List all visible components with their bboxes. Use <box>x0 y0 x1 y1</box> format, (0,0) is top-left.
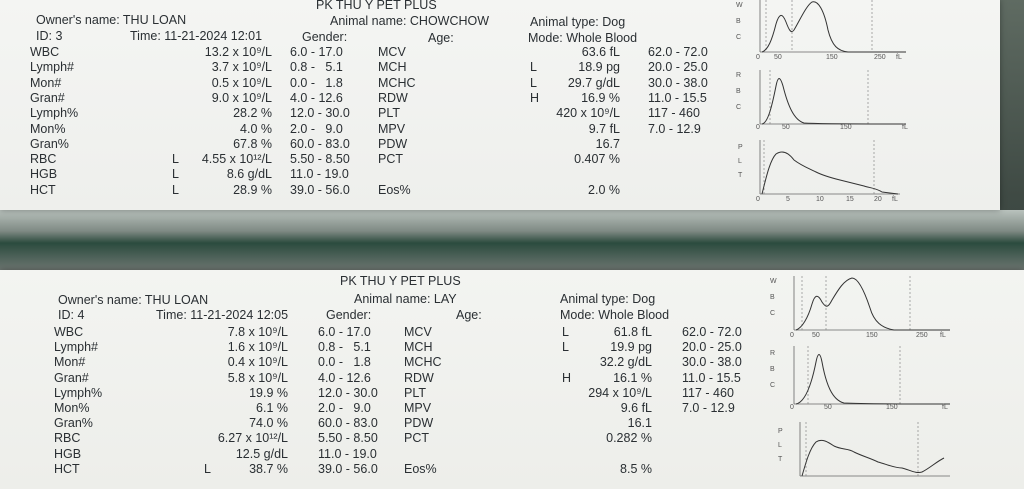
analyte-name: PCT <box>378 152 403 167</box>
analyte-name: PCT <box>404 431 429 446</box>
analyte-name: Lymph# <box>54 340 99 355</box>
owner-name: Owner's name: THU LOAN <box>36 13 187 27</box>
rbc-letter-r: R <box>736 72 742 79</box>
analyte-name: Eos% <box>378 182 411 197</box>
reference-range: 62.0 - 72.0 <box>682 325 742 339</box>
reference-range: 2.0 - 9.0 <box>290 121 343 136</box>
result-value: 294 x 10⁹/L <box>588 385 652 400</box>
result-value: 16.1 <box>627 416 652 431</box>
result-value: 16.1 % <box>613 370 652 385</box>
reference-range: 7.0 - 12.9 <box>648 121 701 136</box>
analyte-name: MPV <box>378 121 406 136</box>
result-value: 32.2 g/dL <box>599 355 652 370</box>
analyte-name: HGB <box>30 167 58 182</box>
analyte-name: Gran% <box>54 416 93 431</box>
reference-range: 4.0 - 12.6 <box>318 370 371 385</box>
gender: Gender: <box>302 30 348 44</box>
result-flag: L <box>562 325 569 339</box>
result-value: 3.7 x 10⁹/L <box>211 60 272 75</box>
result-flag: L <box>204 461 211 476</box>
reference-range: 5.50 - 8.50 <box>318 431 378 446</box>
result-value: 16.7 <box>595 136 620 151</box>
report-slip-1 <box>0 0 1000 210</box>
rbc-letter-c: C <box>770 382 776 389</box>
rbc-tick-150: 150 <box>886 404 898 411</box>
plt-tick-unit: fL <box>892 196 898 203</box>
analyte-name: Lymph# <box>30 60 75 75</box>
rbc-letter-b: B <box>770 366 775 373</box>
rbc-histogram-plot <box>782 342 952 412</box>
plt-histogram-plot <box>792 418 952 480</box>
animal-name: Animal name: CHOWCHOW <box>330 14 490 28</box>
analyte-name: HGB <box>54 446 82 461</box>
sample-id: ID: 4 <box>58 308 85 322</box>
rbc-histogram <box>770 342 952 412</box>
result-value: 0.407 % <box>574 152 620 167</box>
result-value: 28.9 % <box>233 182 272 197</box>
reference-range: 0.8 - 5.1 <box>290 60 343 75</box>
result-value: 420 x 10⁹/L <box>556 106 620 121</box>
rbc-letter-c: C <box>736 104 742 111</box>
age: Age: <box>456 308 482 322</box>
analyte-name: MCH <box>404 340 433 355</box>
wbc-tick-150: 150 <box>866 332 878 339</box>
result-flag: L <box>172 182 179 197</box>
result-value: 6.27 x 10¹²/L <box>217 431 288 446</box>
analyte-name: Mon# <box>54 355 86 370</box>
result-value: 0.5 x 10⁹/L <box>211 75 272 90</box>
result-value: 5.8 x 10⁹/L <box>227 370 288 385</box>
wbc-letter-b: B <box>770 294 775 301</box>
rbc-letter-r: R <box>770 350 776 357</box>
reference-range: 20.0 - 25.0 <box>648 60 708 75</box>
analyte-name: Mon# <box>30 75 62 90</box>
result-value: 8.6 g/dL <box>226 167 272 182</box>
result-flag: H <box>562 370 572 385</box>
sample-mode: Mode: Whole Blood <box>528 31 638 45</box>
analyte-name: RBC <box>54 431 81 446</box>
reference-range: 11.0 - 19.0 <box>290 167 349 182</box>
plt-tick-10: 10 <box>816 196 824 203</box>
wbc-tick-0: 0 <box>790 332 794 339</box>
analyte-name: MCV <box>404 325 432 339</box>
gender: Gender: <box>326 308 372 322</box>
reference-range: 11.0 - 19.0 <box>318 446 377 461</box>
reference-range: 7.0 - 12.9 <box>682 401 735 415</box>
analyte-name: WBC <box>30 45 60 59</box>
reference-range: 62.0 - 72.0 <box>648 45 708 59</box>
result-value: 9.6 fL <box>620 401 652 415</box>
analyte-name: PLT <box>404 385 426 400</box>
reference-range: 60.0 - 83.0 <box>318 416 378 431</box>
plt-letter-p: P <box>738 144 743 151</box>
reference-range: 30.0 - 38.0 <box>648 75 708 90</box>
analyte-name: MPV <box>404 401 432 415</box>
reference-range: 0.8 - 5.1 <box>318 340 371 355</box>
analyte-name: Lymph% <box>30 106 79 121</box>
reference-range: 11.0 - 15.5 <box>682 370 741 385</box>
rbc-tick-0: 0 <box>790 404 794 411</box>
wbc-tick-unit: fL <box>896 54 902 61</box>
rbc-tick-150: 150 <box>840 124 852 131</box>
analyte-name: PLT <box>378 106 400 121</box>
sample-time: Time: 11-21-2024 12:01 <box>130 29 263 43</box>
animal-type: Animal type: Dog <box>530 15 626 29</box>
reference-range: 11.0 - 15.5 <box>648 90 707 105</box>
analyte-name: Gran# <box>30 90 65 105</box>
analyte-name: MCH <box>378 60 407 75</box>
analyte-name: Gran# <box>54 370 89 385</box>
result-value: 1.6 x 10⁹/L <box>227 340 288 355</box>
wbc-letter-w: W <box>770 278 777 285</box>
rbc-tick-50: 50 <box>782 124 790 131</box>
plt-letter-p: P <box>778 428 783 435</box>
wbc-tick-250: 250 <box>916 332 928 339</box>
rbc-tick-unit: fL <box>942 404 948 411</box>
wbc-letter-b: B <box>736 18 741 25</box>
owner-name: Owner's name: THU LOAN <box>58 293 209 307</box>
plt-histogram-plot <box>752 138 902 198</box>
result-value: 0.4 x 10⁹/L <box>227 355 288 370</box>
result-value: 8.5 % <box>620 461 652 476</box>
rbc-tick-unit: fL <box>902 124 908 131</box>
reference-range: 12.0 - 30.0 <box>290 106 350 121</box>
plt-letter-t: T <box>778 456 783 463</box>
sample-mode: Mode: Whole Blood <box>560 308 670 322</box>
wbc-tick-150: 150 <box>826 54 838 61</box>
result-value: 4.0 % <box>240 121 272 136</box>
reference-range: 39.0 - 56.0 <box>290 182 350 197</box>
result-value: 19.9 pg <box>610 340 652 355</box>
reference-range: 2.0 - 9.0 <box>318 401 371 415</box>
animal-name: Animal name: LAY <box>354 292 457 306</box>
result-value: 2.0 % <box>588 182 620 197</box>
reference-range: 0.0 - 1.8 <box>290 75 343 90</box>
plt-tick-15: 15 <box>846 196 854 203</box>
analyte-name: RDW <box>378 90 408 105</box>
result-value: 19.9 % <box>249 385 288 400</box>
rbc-letter-b: B <box>736 88 741 95</box>
reference-range: 117 - 460 <box>682 385 734 400</box>
result-value: 6.1 % <box>256 401 288 415</box>
result-flag: L <box>562 340 569 355</box>
wbc-letter-c: C <box>736 34 742 41</box>
analyte-name: MCV <box>378 45 406 59</box>
analyte-name: RBC <box>30 152 57 167</box>
plt-tick-0: 0 <box>756 196 760 203</box>
sample-id: ID: 3 <box>36 29 63 43</box>
result-value: 4.55 x 10¹²/L <box>201 152 272 167</box>
result-flag: L <box>172 167 179 182</box>
wbc-histogram-plot <box>782 274 952 340</box>
analyte-name: Lymph% <box>54 385 103 400</box>
result-value: 63.6 fL <box>581 45 620 59</box>
wbc-tick-50: 50 <box>774 54 782 61</box>
clinic-name: PK THU Y PET PLUS <box>316 0 437 12</box>
wbc-tick-unit: fL <box>940 332 946 339</box>
plt-letter-t: T <box>738 172 743 179</box>
rbc-tick-0: 0 <box>756 124 760 131</box>
wbc-tick-50: 50 <box>812 332 820 339</box>
analyte-name: RDW <box>404 370 434 385</box>
reference-range: 6.0 - 17.0 <box>318 325 371 339</box>
rbc-tick-50: 50 <box>824 404 832 411</box>
animal-type: Animal type: Dog <box>560 292 656 306</box>
analyte-name: Mon% <box>30 121 66 136</box>
analyte-name: PDW <box>378 136 408 151</box>
result-value: 18.9 pg <box>578 60 620 75</box>
wbc-histogram <box>736 0 908 66</box>
wbc-tick-250: 250 <box>874 54 886 61</box>
result-value: 74.0 % <box>249 416 288 431</box>
background-gap <box>0 210 1024 270</box>
analyte-name: MCHC <box>404 355 442 370</box>
reference-range: 60.0 - 83.0 <box>290 136 350 151</box>
result-value: 12.5 g/dL <box>235 446 288 461</box>
analyte-name: Mon% <box>54 401 90 415</box>
clinic-name: PK THU Y PET PLUS <box>340 274 461 288</box>
result-flag: L <box>530 60 537 75</box>
analyte-name: Gran% <box>30 136 69 151</box>
analyte-name: Eos% <box>404 461 437 476</box>
sample-time: Time: 11-21-2024 12:05 <box>156 308 289 322</box>
result-flag: L <box>530 75 537 90</box>
analyte-name: PDW <box>404 416 434 431</box>
rbc-histogram-plot <box>748 66 908 128</box>
result-flag: L <box>172 152 179 167</box>
report-slip-2 <box>0 270 1024 489</box>
plt-letter-l: L <box>778 442 782 449</box>
result-value: 13.2 x 10⁹/L <box>204 45 272 59</box>
wbc-histogram <box>770 274 952 340</box>
reference-range: 20.0 - 25.0 <box>682 340 742 355</box>
analyte-name: HCT <box>30 182 56 197</box>
result-value: 28.2 % <box>233 106 272 121</box>
reference-range: 5.50 - 8.50 <box>290 152 350 167</box>
analyte-name: HCT <box>54 461 80 476</box>
reference-range: 0.0 - 1.8 <box>318 355 371 370</box>
plt-tick-5: 5 <box>786 196 790 203</box>
plt-tick-20: 20 <box>874 196 882 203</box>
result-value: 9.7 fL <box>588 121 620 136</box>
reference-range: 39.0 - 56.0 <box>318 461 378 476</box>
result-value: 7.8 x 10⁹/L <box>227 325 288 339</box>
reference-range: 4.0 - 12.6 <box>290 90 343 105</box>
reference-range: 12.0 - 30.0 <box>318 385 378 400</box>
result-value: 0.282 % <box>606 431 652 446</box>
reference-range: 117 - 460 <box>648 106 700 121</box>
result-value: 9.0 x 10⁹/L <box>211 90 272 105</box>
result-value: 16.9 % <box>581 90 620 105</box>
plt-histogram <box>778 418 952 480</box>
analyte-name: MCHC <box>378 75 416 90</box>
analyte-name: WBC <box>54 325 84 339</box>
rbc-histogram <box>736 66 908 131</box>
wbc-letter-c: C <box>770 310 776 317</box>
result-flag: H <box>530 90 540 105</box>
result-value: 38.7 % <box>249 461 288 476</box>
result-value: 29.7 g/dL <box>567 75 620 90</box>
result-value: 61.8 fL <box>613 325 652 339</box>
reference-range: 6.0 - 17.0 <box>290 45 343 59</box>
wbc-letter-w: W <box>736 2 743 9</box>
age: Age: <box>428 31 454 45</box>
wbc-tick-0: 0 <box>756 54 760 61</box>
plt-histogram <box>738 138 902 203</box>
result-value: 67.8 % <box>233 136 272 151</box>
reference-range: 30.0 - 38.0 <box>682 355 742 370</box>
plt-letter-l: L <box>738 158 742 165</box>
